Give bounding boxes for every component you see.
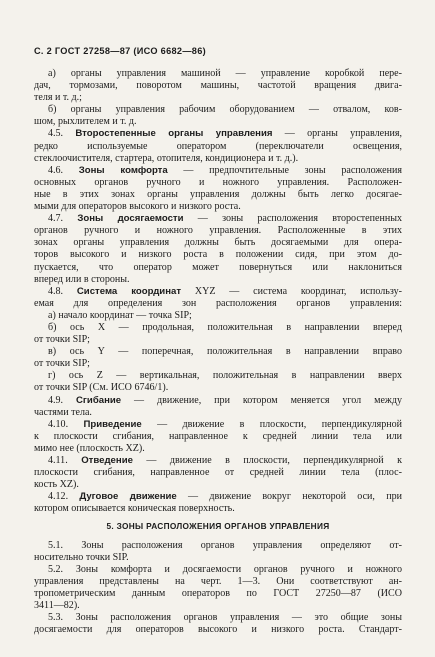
text-line: от точки SIP;	[34, 334, 90, 346]
text-line: зонах органы управления должны быть досягаемыми для опера-	[34, 237, 402, 249]
text-line	[34, 213, 402, 225]
text-line: основных органов ручного и ножного управления. Расположен-	[34, 176, 402, 188]
definition-text: — зоны расположения второстепенных	[183, 213, 402, 225]
text-line: б) ось X — продольная, положительная в направлении вперед	[48, 321, 402, 333]
defined-term: Отведение	[81, 455, 133, 466]
definition-text: — органы управления,	[272, 128, 402, 140]
running-head: С. 2 ГОСТ 27258—87 (ИСО 6682—86)	[34, 46, 206, 56]
defined-term: Зоны комфорта	[78, 164, 168, 176]
text-line: 5.3. Зоны расположения органов управления — это общие зоны	[48, 612, 402, 624]
defined-term: Сгибание	[76, 394, 122, 406]
clause-number: 4.10.	[48, 418, 84, 430]
text-line: шом, рыхлителем и т. д.	[34, 116, 137, 128]
text-line: органов ручного и ножного управления. Расположенные в этих	[34, 225, 402, 237]
definition-text: — движение, при котором меняется угол между	[121, 394, 402, 406]
clause-number: 4.7.	[48, 213, 78, 225]
text-line: носительно точки SIP.	[34, 551, 129, 563]
text-line	[34, 455, 402, 467]
text-line: частями тела.	[34, 406, 92, 418]
text-line	[34, 128, 402, 140]
text-line: от точки SIP;	[34, 358, 90, 370]
definition-text: XYZ — система координат, использу-	[181, 285, 402, 297]
text-line	[34, 286, 402, 298]
clause-number: 4.8.	[48, 285, 77, 297]
text-line: к плоскости сгибания, направленное к средней линии тела или	[34, 430, 402, 442]
text-line: плоскости сгибания, направленное от средней линии тела (плос-	[34, 467, 402, 479]
text-line	[34, 395, 402, 407]
text-line: 5.1. Зоны расположения органов управления определяют от-	[48, 539, 402, 551]
defined-term: Второстепенные органы управления	[75, 128, 273, 140]
text-line: а) органы управления машиной — управление коробкой пере-	[48, 68, 402, 79]
text-line: г) ось Z — вертикальная, положительная в направлении вверх	[48, 370, 402, 382]
text-line: тропометрическим данным операторов по ГОСТ 27250—87 (ИСО	[34, 587, 402, 599]
text-line: дач, тормозами, поворотом машины, частотой вращения двига-	[34, 80, 402, 92]
text-line: котором описывается коническая поверхность.	[34, 503, 235, 515]
text-line	[34, 165, 402, 177]
clause-number: 4.11.	[48, 455, 82, 466]
defined-term: Дуговое движение	[79, 491, 177, 503]
defined-term: Система координат	[76, 285, 182, 297]
text-line: мыми для операторов высокого и низкого роста.	[34, 201, 241, 213]
clause-number: 4.6.	[48, 164, 79, 176]
text-line: от точки SIP (См. ИСО 6746/1).	[34, 382, 169, 394]
definition-text: — предпочтительные зоны расположения	[167, 164, 402, 176]
text-line: вперед или в стороны.	[34, 273, 130, 285]
text-line: мимо нее (плоскость XZ).	[34, 442, 145, 454]
text-line	[34, 419, 402, 431]
document-body	[34, 68, 402, 636]
text-line: управления представлены на черт. 1—3. Они соответствуют ан-	[34, 575, 402, 587]
text-line: досягаемости для операторов высокого и низкого роста. Стандарт-	[34, 624, 402, 636]
definition-text: — движение в плоскости, перпендикулярной	[141, 418, 403, 430]
defined-term: Зоны досягаемости	[77, 213, 184, 225]
text-line: редко используемые оператором (переключатели освещения,	[34, 140, 402, 152]
text-line: теля и т. д.;	[34, 92, 82, 104]
text-line	[34, 491, 402, 503]
definition-text: — движение в плоскости, перпендикулярной к	[132, 455, 403, 466]
clause-number: 4.5.	[48, 128, 76, 140]
text-line: 5.2. Зоны комфорта и досягаемости органов ручного и ножного	[48, 563, 402, 575]
text-line: ные в этих зонах органы управления должны быть легко досягае-	[34, 188, 402, 200]
clause-number: 4.12.	[48, 491, 80, 503]
text-line: а) начало координат — точка SIP;	[48, 309, 192, 321]
section-heading: 5. ЗОНЫ РАСПОЛОЖЕНИЯ ОРГАНОВ УПРАВЛЕНИЯ	[106, 521, 330, 532]
text-line: в) ось Y — поперечная, положительная в направлении вправо	[48, 346, 402, 358]
text-line: емая для определения зон расположения органов управления:	[34, 297, 402, 309]
text-line: стеклоочистителя, стартера, отопителя, кондиционера и т. д.).	[34, 152, 299, 164]
clause-number: 4.9.	[48, 394, 76, 406]
defined-term: Приведение	[83, 418, 142, 430]
text-line: 3411—82).	[34, 600, 80, 612]
text-line: пускается, что оператор может повернуться или наклониться	[34, 261, 402, 273]
definition-text: — движение вокруг некоторой оси, при	[176, 491, 402, 503]
text-line: б) органы управления рабочим оборудованием — отвалом, ков-	[48, 104, 402, 116]
text-line: кость XZ).	[34, 479, 79, 491]
text-line: торов высокого и низкого роста в положении сидя, при этом до-	[34, 249, 402, 261]
